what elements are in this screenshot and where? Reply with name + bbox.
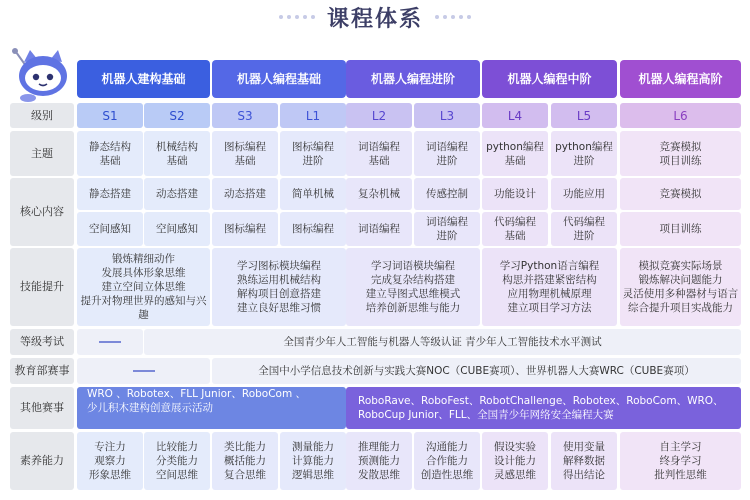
row-label-literacy: 素养能力 [10, 432, 74, 490]
core-bottom-cell [77, 212, 143, 246]
cell-line: 词语编程 [358, 140, 400, 153]
cell-line: 学习词语模块编程 [371, 260, 455, 272]
literacy-cell [212, 432, 278, 490]
core-top-cell: 动态搭建 [144, 178, 210, 210]
cell-line: 推理能力 [358, 441, 400, 453]
cell-line: 锻炼解决问题能力 [638, 274, 723, 286]
core-top-cell: 复杂机械 [346, 178, 412, 210]
cell-line: 观察力 [94, 455, 126, 467]
cell-line: 空间感知 [89, 223, 131, 235]
cell-line: 测量能力 [292, 441, 334, 453]
level-cell-S1: S1 [77, 103, 143, 128]
cell-line: 设计能力 [494, 455, 536, 467]
phase-header-3: 机器人编程进阶 [346, 60, 480, 98]
cell-line: 形象思维 [89, 469, 131, 481]
moe-empty-cell [77, 358, 210, 384]
cell-line: 竞赛模拟 [659, 140, 702, 153]
phase-header-1: 机器人建构基础 [77, 60, 210, 98]
cell-line: 自主学习 [659, 441, 702, 453]
row-label-topic: 主题 [10, 131, 74, 176]
topic-cell [346, 131, 412, 176]
core-bottom-cell [414, 212, 480, 246]
level-cell-L1: L1 [280, 103, 346, 128]
cell-line: 发展具体形象思维 [101, 267, 186, 279]
cell-line: 建立空间立体思维 [101, 281, 186, 293]
level-cell-L3: L3 [414, 103, 480, 128]
cell-line: 锻炼精细动作 [112, 253, 175, 265]
cell-line: 合作能力 [426, 455, 468, 467]
moe-cell: 全国中小学信息技术创新与实践大赛NOC（CUBE赛项）、世界机器人大赛WRC（CUBE赛项） [212, 358, 741, 384]
cell-line: 计算能力 [292, 455, 334, 467]
cell-line: 图标编程 [292, 223, 334, 235]
level-cell-L5: L5 [551, 103, 617, 128]
cell-line: 分类能力 [156, 455, 198, 467]
core-bottom-cell [212, 212, 278, 246]
cell-line: 词语编程 [426, 216, 468, 228]
cell-line: 解释数据 [563, 455, 605, 467]
cell-line: WRO 、Robotex、FLL Junior、RoboCom 、 [87, 388, 307, 400]
core-bottom-cell [482, 212, 548, 246]
literacy-cell [551, 432, 617, 490]
cell-line: 项目训练 [659, 223, 702, 235]
core-top-cell: 静态搭建 [77, 178, 143, 210]
cell-line: 进阶 [302, 154, 324, 167]
cell-line: 发散思维 [358, 469, 400, 481]
core-bottom-cell [551, 212, 617, 246]
cell-line: 空间感知 [156, 223, 198, 235]
literacy-cell [620, 432, 741, 490]
cell-line: 综合提升项目实战能力 [628, 302, 733, 314]
cell-line: 进阶 [436, 230, 458, 242]
cell-line: python编程 [555, 140, 613, 153]
row-label-moe: 教育部赛事 [10, 358, 74, 384]
cell-line: 基础 [99, 154, 121, 167]
cell-line: 使用变量 [563, 441, 605, 453]
row-label-core: 核心内容 [10, 178, 74, 246]
cell-line: 词语编程 [426, 140, 468, 153]
cell-line: 代码编程 [494, 216, 536, 228]
literacy-cell [144, 432, 210, 490]
cell-line: RoboRave、RoboFest、RobotChallenge、Robotex、RoboCom、WRO、 [358, 395, 724, 407]
row-label-level: 级别 [10, 103, 74, 128]
cell-line: 应用物理机械原理 [507, 288, 592, 300]
other-left-cell [77, 387, 346, 429]
cell-line: 学习图标模块编程 [237, 260, 321, 272]
topic-cell [212, 131, 278, 176]
cell-line: 基础 [166, 154, 188, 167]
cell-line: 灵活使用多种器材与语言 [622, 288, 739, 300]
literacy-cell [280, 432, 346, 490]
cell-line: 项目训练 [659, 154, 702, 167]
row-label-exam: 等级考试 [10, 329, 74, 355]
cell-line: 提升对物理世界的感知与兴趣 [80, 295, 207, 321]
skill-cell [212, 248, 346, 326]
cell-line: 基础 [504, 230, 526, 242]
cell-line: 图标编程 [224, 140, 266, 153]
core-bottom-cell [346, 212, 412, 246]
cell-line: 培养创新思维与能力 [365, 302, 461, 314]
topic-cell [620, 131, 741, 176]
cell-line: 建立项目学习方法 [507, 302, 592, 314]
cell-line: 创造性思维 [420, 469, 474, 481]
cell-line: 完成复杂结构搭建 [371, 274, 455, 286]
cell-line: 代码编程 [563, 216, 605, 228]
level-cell-S3: S3 [212, 103, 278, 128]
cell-line: 词语编程 [358, 223, 400, 235]
cell-line: 终身学习 [659, 455, 702, 467]
topic-cell [144, 131, 210, 176]
cell-line: 基础 [234, 154, 256, 167]
cell-line: 模拟竞赛实际场景 [638, 260, 723, 272]
cell-line: 熟练运用机械结构 [237, 274, 321, 286]
literacy-cell [346, 432, 412, 490]
cell-line: RoboCup Junior、FLL、全国青少年网络安全编程大赛 [358, 409, 614, 421]
topic-cell [551, 131, 617, 176]
cell-line: 基础 [368, 154, 390, 167]
cell-line: python编程 [486, 140, 544, 153]
row-label-skill: 技能提升 [10, 248, 74, 326]
exam-cell: 全国青少年人工智能与机器人等级认证 青少年人工智能技术水平测试 [144, 329, 741, 355]
skill-cell [77, 248, 210, 326]
cell-line: 概括能力 [224, 455, 266, 467]
cell-line: 进阶 [573, 154, 595, 167]
skill-cell [482, 248, 617, 326]
row-label-other: 其他赛事 [10, 387, 74, 429]
cell-line: 机械结构 [156, 140, 198, 153]
cell-line: 灵感思维 [494, 469, 536, 481]
cell-line: 基础 [504, 154, 526, 167]
cell-line: 预测能力 [358, 455, 400, 467]
cell-line: 建立导图式思维模式 [365, 288, 461, 300]
core-bottom-cell [620, 212, 741, 246]
cell-line: 构思并搭建紧密结构 [502, 274, 597, 286]
cell-line: 专注力 [94, 441, 126, 453]
page-title: 课程体系 [326, 6, 423, 32]
cell-line: 进阶 [436, 154, 458, 167]
cell-line: 图标编程 [292, 140, 334, 153]
core-top-cell: 功能设计 [482, 178, 548, 210]
phase-header-5: 机器人编程高阶 [620, 60, 741, 98]
literacy-cell [482, 432, 548, 490]
cell-line: 假设实验 [494, 441, 536, 453]
dash-icon [133, 370, 155, 372]
phase-header-4: 机器人编程中阶 [482, 60, 617, 98]
core-top-cell: 竞赛模拟 [620, 178, 741, 210]
level-cell-L4: L4 [482, 103, 548, 128]
literacy-cell [414, 432, 480, 490]
cell-line: 空间思维 [156, 469, 198, 481]
topic-cell [77, 131, 143, 176]
core-top-cell: 简单机械 [280, 178, 346, 210]
cell-line: 建立良好思维习惯 [237, 302, 321, 314]
core-bottom-cell [280, 212, 346, 246]
level-cell-S2: S2 [144, 103, 210, 128]
core-bottom-cell [144, 212, 210, 246]
phase-header-2: 机器人编程基础 [212, 60, 346, 98]
level-cell-L2: L2 [346, 103, 412, 128]
cell-line: 学习Python语言编程 [499, 260, 600, 272]
other-right-cell [346, 387, 741, 429]
cell-line: 解构项目创意搭建 [237, 288, 321, 300]
cell-line: 进阶 [573, 230, 595, 242]
dash-icon [99, 341, 121, 343]
core-top-cell: 功能应用 [551, 178, 617, 210]
cell-line: 比较能力 [156, 441, 198, 453]
cell-line: 复合思维 [224, 469, 266, 481]
topic-cell [482, 131, 548, 176]
cell-line: 类比能力 [224, 441, 266, 453]
cell-line: 得出结论 [563, 469, 605, 481]
level-cell-L6: L6 [620, 103, 741, 128]
topic-cell [414, 131, 480, 176]
cell-line: 少儿积木建构创意展示活动 [87, 402, 213, 414]
core-top-cell: 动态搭建 [212, 178, 278, 210]
cell-line: 图标编程 [224, 223, 266, 235]
core-top-cell: 传感控制 [414, 178, 480, 210]
cell-line: 批判性思维 [654, 469, 707, 481]
cell-line: 静态结构 [89, 140, 131, 153]
exam-empty-cell [77, 329, 143, 355]
cell-line: 沟通能力 [426, 441, 468, 453]
literacy-cell [77, 432, 143, 490]
cell-line: 逻辑思维 [292, 469, 334, 481]
skill-cell [620, 248, 741, 326]
skill-cell [346, 248, 480, 326]
topic-cell [280, 131, 346, 176]
